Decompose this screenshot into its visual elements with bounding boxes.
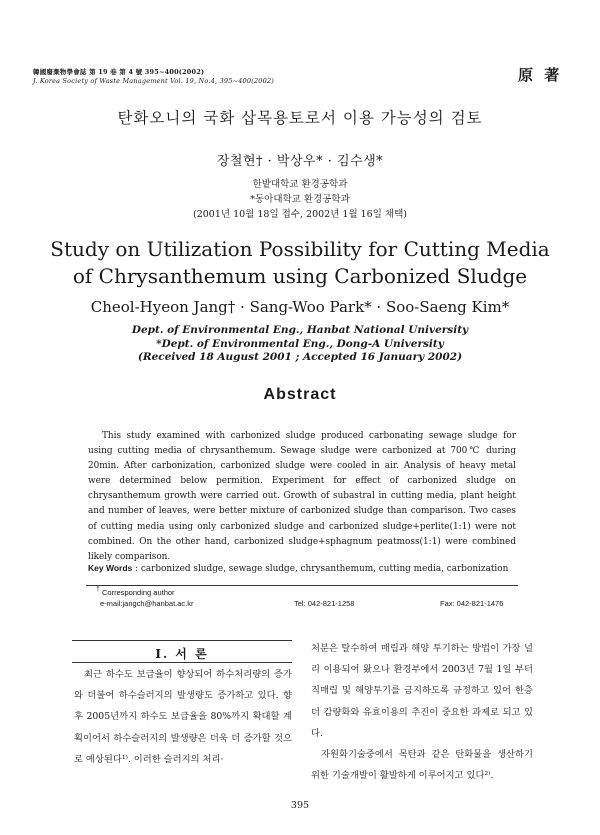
english-title-line-1: Study on Utilization Possibility for Cutting Media (50, 237, 550, 261)
abstract-heading: Abstract (263, 386, 337, 403)
page-number: 395 (290, 800, 310, 811)
footnote (96, 588, 516, 610)
right-column-paragraph-1: 처분은 탈수하여 매립과 해양 투기하는 방법이 가장 널리 이용되어 왔으나 환경부에서 2003년 7월 1일 부터 직매립 및 해양투기를 금지하도록 규정하고 있어 한층 더 감량화와 유효이용의 추진이 중요한 과제로 되고 있다. (311, 643, 533, 739)
abstract-body: This study examined with carbonized sludge produced carbonating sewage sludge for using cutting media of chrysanthemum. Sewage sludge were carbonized at 700℃ during 20min. After carbonization, carbonized sludge were cooled in air. Analysis of heavy metal were determined below permition. Experiment for effect of carbonized sludge on chrysanthemum growth were carried out. Growth of subastral in cutting media, plant height and number of leaves, were better mixture of carbonized sludge than comparison. Two cases of cutting media using only carbonized sludge and carbonized sludge+perlite(1:1) were not combined. On the other hand, carbonized sludge+sphagnum peatmoss(1:1) were combined likely comparison. (88, 431, 516, 562)
korean-affiliation-1: 한밭대학교 환경공학과 (252, 179, 348, 190)
footnote-marker: † (96, 586, 100, 593)
journal-citation (33, 68, 274, 86)
korean-title: 탄화오니의 국화 삽목용토로서 이용 가능성의 검토 (117, 109, 483, 127)
footnote-divider (86, 585, 518, 586)
english-affiliation-1: Dept. of Environmental Eng., Hanbat National University (131, 324, 469, 336)
section-heading-rule-bottom (72, 662, 292, 663)
english-affiliations (0, 324, 600, 365)
keywords-list: : carbonized sludge, sewage sludge, chrysanthemum, cutting media, carbonization (135, 564, 509, 574)
footnote-email: e-mail:jangch@hanbat.ac.kr (100, 599, 194, 608)
section-heading-rule-top (72, 640, 292, 641)
korean-received-date: (2001년 10월 18일 접수, 2002년 1월 16일 채택) (192, 209, 407, 220)
journal-citation-korean: 韓國廢棄物學會誌 第 19 卷 第 4 號 395~400(2002) (33, 68, 205, 76)
english-received-date: (Received 18 August 2001 ; Accepted 16 January 2002) (137, 351, 463, 363)
section-heading: Ⅰ. 서 론 (155, 647, 209, 661)
english-title-line-2: of Chrysanthemum using Carbonized Sludge (72, 264, 528, 288)
footnote-fax: Fax: 042-821-1476 (440, 599, 504, 608)
keywords-label: Key Words (88, 563, 133, 573)
korean-affiliation-2: *동아대학교 환경공학과 (250, 194, 350, 205)
body-text-right-column (311, 638, 533, 786)
english-title (0, 236, 600, 290)
right-column-paragraph-2: 자원화기술중에서 목탄과 같은 탄화물을 생산하기 위한 기술개발이 활발하게 이루어지고 있다²⁾. (311, 749, 533, 782)
footnote-label: Corresponding author (102, 588, 175, 597)
korean-authors: 장철현† · 박상우* · 김수생* (216, 154, 384, 169)
journal-citation-english: J. Korea Society of Waste Management Vol. 19, No.4, 395~400(2002) (33, 77, 275, 85)
english-authors: Cheol-Hyeon Jang† · Sang-Woo Park* · Soo-Saeng Kim* (90, 298, 510, 316)
keywords (88, 563, 518, 574)
body-text-left-column: 최근 하수도 보급율이 향상되어 하수처리량의 증가와 더불어 하수슬러지의 발생량도 증가하고 있다. 향후 2005년까지 하수도 보급율을 80%까지 확대할 계획이어서 하수슬러지의 발생량은 더욱 더 증가할 것으로 예상된다¹⁾. 이러한 슬러지의 처리· (74, 669, 292, 765)
english-affiliation-2: *Dept. of Environmental Eng., Dong-A University (156, 337, 444, 350)
article-type-badge: 原 著 (518, 66, 563, 84)
footnote-tel: Tel: 042-821-1258 (294, 599, 355, 608)
